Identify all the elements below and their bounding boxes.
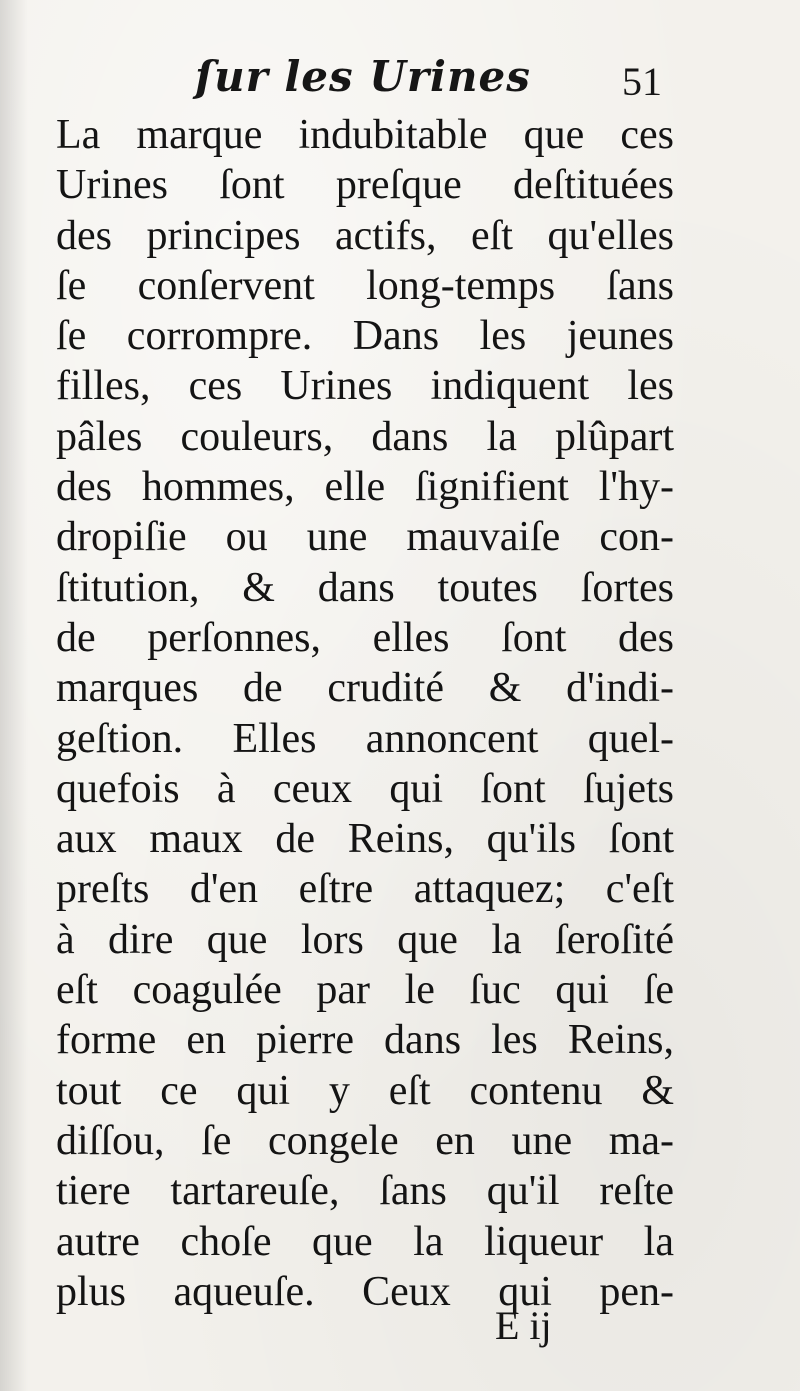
text-line: ſtitution, & dans toutes ſortes [56,564,674,611]
text-line: pâles couleurs, dans la plûpart [56,413,674,460]
page-header [0,52,800,112]
running-head: ſur les Urines [195,52,531,101]
text-line: geſtion. Elles annoncent quel- [56,715,674,762]
text-line: des hommes, elle ſignifient l'hy- [56,464,674,511]
text-line: eſt coagulée par le ſuc qui ſe [56,967,674,1014]
text-line: des principes actifs, eſt qu'elles [56,212,674,259]
text-line: ſe corrompre. Dans les jeunes [56,313,674,360]
page-number: 51 [622,59,662,104]
text-line: filles, ces Urines indiquent les [56,363,674,410]
text-line: plus aqueuſe. Ceux qui pen- [56,1268,674,1315]
text-line: de perſonnes, elles ſont des [56,614,674,661]
text-line: forme en pierre dans les Reins, [56,1017,674,1064]
text-line: à dire que lors que la ſeroſité [56,916,674,963]
text-line: quefois à ceux qui ſont ſujets [56,765,674,812]
text-line: diſſou, ſe congele en une ma- [56,1117,674,1164]
text-line: marques de crudité & d'indi- [56,665,674,712]
text-line: aux maux de Reins, qu'ils ſont [56,816,674,863]
text-line: ſe conſervent long-temps ſans [56,262,674,309]
text-line: preſts d'en eſtre attaquez; c'eſt [56,866,674,913]
gutter-shadow [0,0,28,1391]
text-line: tiere tartareuſe, ſans qu'il reſte [56,1168,674,1215]
text-line: La marque indubitable que ces [56,112,674,158]
text-line: autre choſe que la liqueur la [56,1218,674,1265]
text-line: tout ce qui y eſt contenu & [56,1067,674,1114]
text-line: Urines ſont preſque deſtituées [56,162,674,209]
signature-mark: E ij [495,1303,552,1348]
text-line: dropiſie ou une mauvaiſe con- [56,514,674,561]
body-text [56,110,674,1317]
